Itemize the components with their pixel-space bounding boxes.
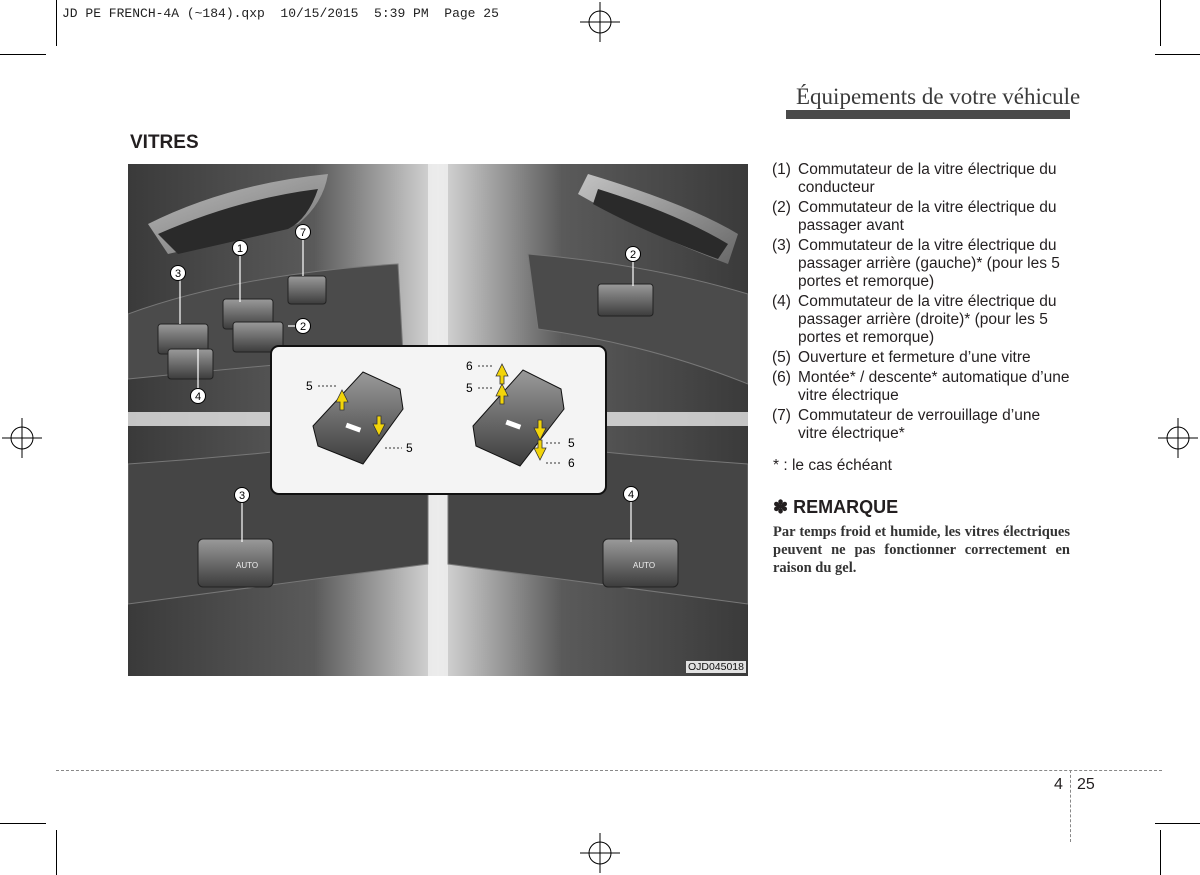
legend-num: (2) xyxy=(772,199,791,216)
crop-mark xyxy=(1155,54,1200,55)
legend-item xyxy=(772,407,1072,443)
crop-mark xyxy=(1160,830,1161,875)
legend-text: Commutateur de verrouillage d’une vitre électrique* xyxy=(798,407,1041,442)
door-panels-drawing xyxy=(128,164,748,676)
legend-text: Commutateur de la vitre électrique du passager arrière (gauche)* (pour les 5 portes et remorque) xyxy=(798,237,1060,290)
print-slug: JD PE FRENCH-4A (~184).qxp 10/15/2015 5:39 PM Page 25 xyxy=(62,6,499,21)
crop-mark xyxy=(0,823,46,824)
callout-3: 3 xyxy=(238,490,246,502)
footer-divider xyxy=(1070,770,1071,842)
legend-text: Ouverture et fermeture d’une vitre xyxy=(798,349,1031,366)
crop-mark xyxy=(56,0,57,46)
footer-rule xyxy=(56,770,1162,771)
inset-label-5: 5 xyxy=(306,379,313,393)
legend-item xyxy=(772,199,1072,235)
inset-label-5: 5 xyxy=(568,436,575,450)
callout-7: 7 xyxy=(299,227,307,239)
callout-1: 1 xyxy=(236,243,244,255)
registration-mark-icon xyxy=(1158,418,1198,458)
legend-text: Commutateur de la vitre électrique du conducteur xyxy=(798,161,1057,196)
legend-num: (6) xyxy=(772,369,791,386)
page-number: 25 xyxy=(1077,776,1095,793)
crop-mark xyxy=(1155,823,1200,824)
window-switches-illustration xyxy=(128,164,748,676)
section-title: Équipements de votre véhicule xyxy=(796,84,1081,109)
footnote: * : le cas échéant xyxy=(773,457,892,474)
switch-auto-label: AUTO xyxy=(633,561,656,570)
inset-label-6: 6 xyxy=(568,456,575,470)
legend-num: (1) xyxy=(772,161,791,178)
title-rule xyxy=(786,110,1070,119)
switch-auto-label: AUTO xyxy=(236,561,259,570)
legend-num: (3) xyxy=(772,237,791,254)
registration-mark-icon xyxy=(580,2,620,42)
switch-operation-inset xyxy=(271,346,606,494)
legend-item xyxy=(772,293,1072,347)
remark-body: Par temps froid et humide, les vitres électriques peuvent ne pas fonctionner correctement en raison du gel. xyxy=(773,524,1070,576)
crop-mark xyxy=(1160,0,1161,46)
legend-item xyxy=(772,161,1072,197)
crop-mark xyxy=(56,830,57,875)
chapter-number: 4 xyxy=(1054,776,1063,793)
callout-4: 4 xyxy=(627,489,635,501)
legend-list xyxy=(772,161,1072,445)
callout-2: 2 xyxy=(299,321,307,333)
callout-2: 2 xyxy=(629,249,637,261)
registration-mark-icon xyxy=(580,833,620,873)
remark-heading: ✽ REMARQUE xyxy=(773,497,899,517)
legend-text: Commutateur de la vitre électrique du passager arrière (droite)* (pour les 5 portes et remorque) xyxy=(798,293,1057,346)
crop-mark xyxy=(0,54,46,55)
figure-code: OJD045018 xyxy=(687,661,744,673)
page-heading: VITRES xyxy=(130,132,199,153)
legend-num: (5) xyxy=(772,349,791,366)
legend-item xyxy=(772,369,1072,405)
legend-item xyxy=(772,349,1072,367)
callout-4: 4 xyxy=(194,391,202,403)
legend-text: Montée* / descente* automatique d’une vitre électrique xyxy=(798,369,1070,404)
callout-3: 3 xyxy=(174,268,182,280)
inset-label-6: 6 xyxy=(466,359,473,373)
inset-label-5: 5 xyxy=(406,441,413,455)
legend-text: Commutateur de la vitre électrique du passager avant xyxy=(798,199,1057,234)
inset-label-5: 5 xyxy=(466,381,473,395)
legend-num: (7) xyxy=(772,407,791,424)
legend-item xyxy=(772,237,1072,291)
legend-num: (4) xyxy=(772,293,791,310)
registration-mark-icon xyxy=(2,418,42,458)
